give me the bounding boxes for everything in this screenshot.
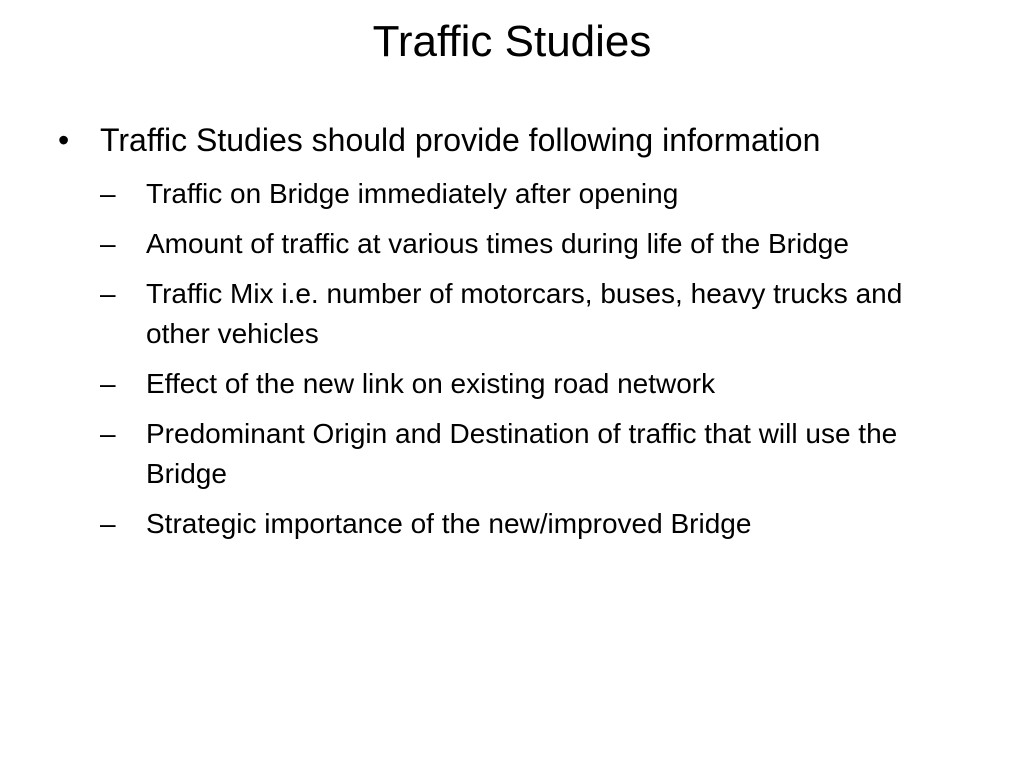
sub-bullet <box>100 274 976 354</box>
sub-bullet-text: Traffic Mix i.e. number of motorcars, buses, heavy trucks and other vehicles <box>146 278 903 349</box>
dash-icon: – <box>100 418 116 449</box>
dash-icon: – <box>100 368 116 399</box>
sub-bullet <box>100 414 976 494</box>
main-bullet-text: Traffic Studies should provide following information <box>100 122 821 158</box>
sub-bullet-list <box>100 174 976 544</box>
dash-icon: – <box>100 228 116 259</box>
slide-title: Traffic Studies <box>372 17 652 66</box>
dash-icon: – <box>100 508 116 539</box>
sub-bullet <box>100 224 976 264</box>
sub-bullet-text: Predominant Origin and Destination of traffic that will use the Bridge <box>146 418 898 489</box>
sub-bullet-text: Effect of the new link on existing road network <box>146 368 716 399</box>
sub-bullet-text: Strategic importance of the new/improved Bridge <box>146 508 752 539</box>
slide-content <box>56 120 976 554</box>
dash-icon: – <box>100 178 116 209</box>
sub-bullet <box>100 174 976 214</box>
main-bullet <box>56 120 976 544</box>
bullet-icon: • <box>58 122 70 158</box>
sub-bullet-text: Traffic on Bridge immediately after opening <box>146 178 679 209</box>
dash-icon: – <box>100 278 116 309</box>
sub-bullet-text: Amount of traffic at various times during life of the Bridge <box>146 228 849 259</box>
sub-bullet <box>100 364 976 404</box>
sub-bullet <box>100 504 976 544</box>
